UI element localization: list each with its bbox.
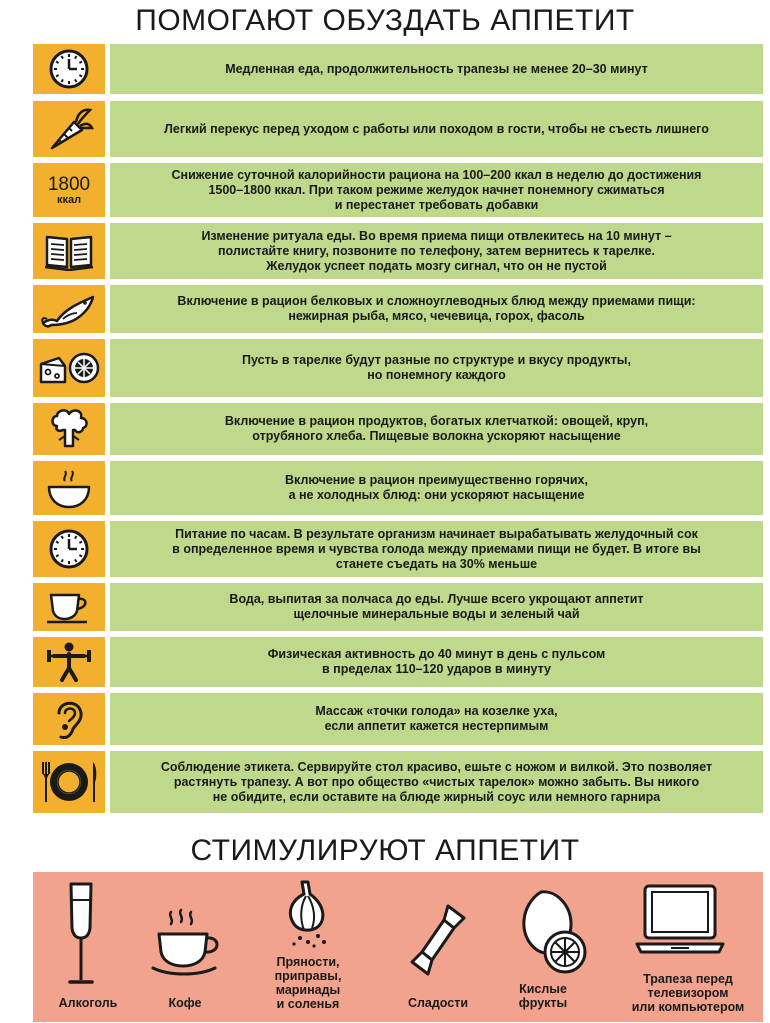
calories-icon [33, 163, 105, 217]
cheese-icon [33, 339, 105, 397]
row-text: Вода, выпитая за полчаса до еды. Лучше всего укрощают аппетит щелочные минеральные воды и зеленый чай [110, 583, 763, 631]
ear-icon [33, 693, 105, 745]
list-item [33, 751, 763, 813]
coffee-cup-icon [149, 908, 229, 978]
list-item [33, 583, 763, 631]
list-item [33, 521, 763, 577]
broccoli-icon [33, 403, 105, 455]
stimulant-label: Алкоголь [58, 996, 118, 1010]
row-text: Массаж «точки голода» на козелке уха, если аппетит кажется нестерпимым [110, 693, 763, 745]
stimulant-label: Кофе [168, 996, 202, 1010]
list-item [33, 461, 763, 515]
list-item [33, 223, 763, 279]
row-text: Легкий перекус перед уходом с работы или походом в гости, чтобы не съесть лишнего [110, 101, 763, 157]
calories-value: 1800 [47, 173, 91, 195]
list-item [33, 101, 763, 157]
book-icon [33, 223, 105, 279]
laptop-icon [635, 882, 725, 962]
stimulants-panel [33, 872, 763, 1022]
plate-icon [33, 751, 105, 813]
clock-icon [33, 44, 105, 94]
row-text: Включение в рацион белковых и сложноуглеводных блюд между приемами пищи: нежирная рыба, мясо, чечевица, горох, фасоль [110, 285, 763, 333]
lemon-icon [513, 888, 593, 976]
garlic-icon [278, 880, 338, 950]
carrot-icon [33, 101, 105, 157]
row-text: Соблюдение этикета. Сервируйте стол красиво, ешьте с ножом и вилкой. Это позволяет растянуть трапезу. А вот про общество «чистых тарелок» можно забыть. Вы никого не обидите, если оставите на блюде жирный соус или немного гарнира [110, 751, 763, 813]
title-help: ПОМОГАЮТ ОБУЗДАТЬ АППЕТИТ [135, 4, 635, 37]
row-text: Пусть в тарелке будут разные по структуре и вкусу продукты, но понемногу каждого [110, 339, 763, 397]
fish-icon [33, 285, 105, 333]
stimulant-label: Кислые фрукты [518, 982, 568, 1010]
row-text: Физическая активность до 40 минут в день с пульсом в пределах 110–120 ударов в минуту [110, 637, 763, 687]
list-item [33, 285, 763, 333]
row-text: Снижение суточной калорийности рациона на 100–200 ккал в неделю до достижения 1500–1800 ккал. При таком режиме желудок начнет понемногу сжиматься и перестанет требовать добавки [110, 163, 763, 217]
stimulant-label: Трапеза перед телевизором или компьютером [631, 972, 745, 1014]
list-item [33, 163, 763, 217]
row-text: Включение в рацион продуктов, богатых клетчаткой: овощей, круп, отрубяного хлеба. Пищевые волокна ускоряют насыщение [110, 403, 763, 455]
list-item [33, 339, 763, 397]
candy-icon [408, 900, 468, 980]
title-stimulate: СТИМУЛИРУЮТ АППЕТИТ [190, 834, 580, 867]
list-item [33, 44, 763, 94]
list-item [33, 637, 763, 687]
row-text: Изменение ритуала еды. Во время приема пищи отвлекитесь на 10 минут – полистайте книгу, позвоните по телефону, затем вернитесь к тарелке. Желудок успеет подать мозгу сигнал, что он не пустой [110, 223, 763, 279]
list-item [33, 403, 763, 455]
stimulant-label: Пряности, приправы, маринады и соленья [274, 955, 342, 1011]
list-item [33, 693, 763, 745]
cup-icon [33, 583, 105, 631]
champagne-glass-icon [66, 880, 96, 988]
clock-icon [33, 521, 105, 577]
calories-unit: ккал [56, 193, 82, 206]
row-text: Включение в рацион преимущественно горячих, а не холодных блюд: они ускоряют насыщение [110, 461, 763, 515]
bowl-icon [33, 461, 105, 515]
exercise-icon [33, 637, 105, 687]
row-text: Медленная еда, продолжительность трапезы не менее 20–30 минут [110, 44, 763, 94]
row-text: Питание по часам. В результате организм начинает вырабатывать желудочный сок в определенное время и чувства голода между приемами пищи не будет. В итоге вы станете съедать на 30% меньше [110, 521, 763, 577]
stimulant-label: Сладости [407, 996, 469, 1010]
